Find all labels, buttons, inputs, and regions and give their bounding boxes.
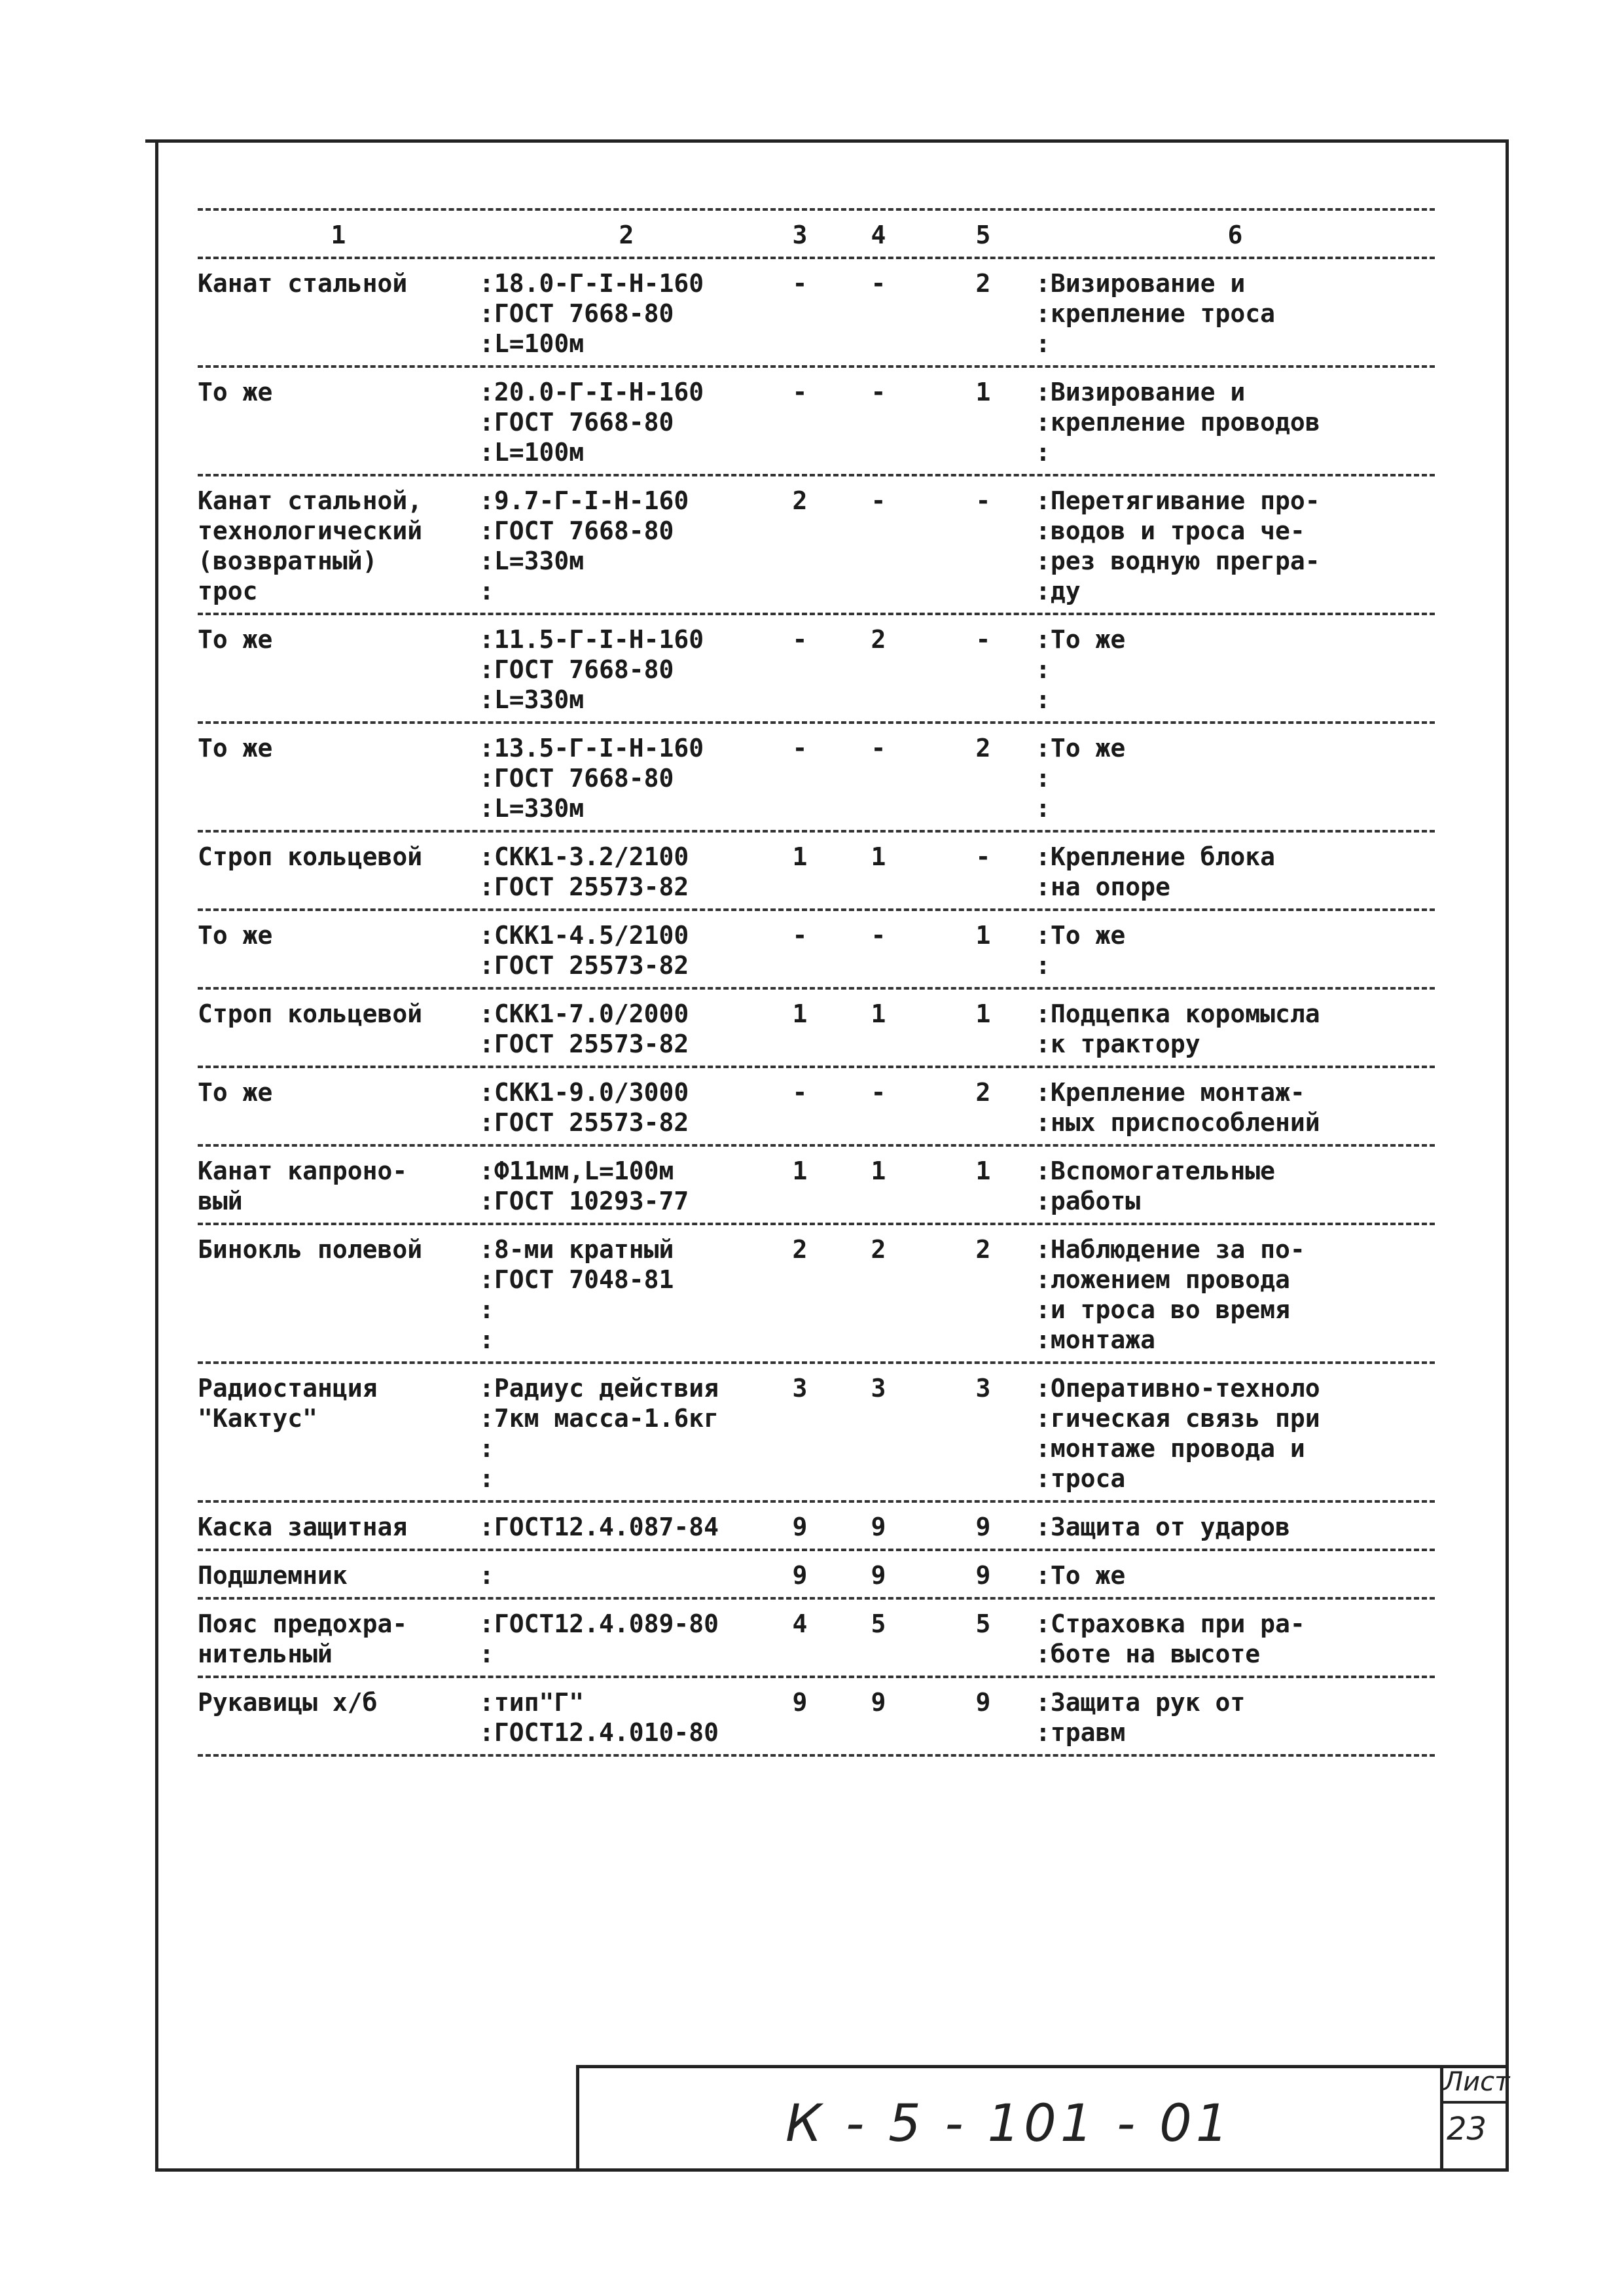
purpose-line: :Крепление блока <box>1036 842 1276 871</box>
purpose-cell <box>1036 1373 1435 1494</box>
qty-cell: 2 <box>871 1235 886 1264</box>
spec-line: : <box>479 577 494 605</box>
document-code: К - 5 - 101 - 01 <box>785 2094 1233 2153</box>
purpose-line: :То же <box>1036 625 1126 654</box>
sheet-divider <box>1440 2101 1509 2104</box>
qty-cell: 9 <box>792 1513 808 1541</box>
item-name-cell <box>198 842 479 902</box>
spec-line: :ГОСТ 25573-82 <box>479 951 689 980</box>
spec-cell <box>479 486 774 606</box>
table-row <box>198 1503 1435 1549</box>
purpose-line: :Страховка при ра- <box>1036 1609 1305 1638</box>
sheet-label: Лист <box>1443 2067 1510 2097</box>
purpose-cell <box>1036 733 1435 823</box>
purpose-line: :ду <box>1036 577 1081 605</box>
equipment-table <box>198 208 1435 1757</box>
purpose-line: :Визирование и <box>1036 378 1246 406</box>
item-name-line: Бинокль полевой <box>198 1235 423 1264</box>
qty-cell: 2 <box>975 734 991 762</box>
item-name-cell <box>198 486 479 606</box>
purpose-cell <box>1036 1687 1435 1748</box>
spec-line: :L=330м <box>479 685 585 714</box>
item-name-line: Рукавицы х/б <box>198 1688 378 1717</box>
qty-cell: - <box>871 486 886 515</box>
item-name-cell <box>198 1609 479 1669</box>
spec-cell <box>479 999 774 1059</box>
item-name-cell <box>198 1234 479 1355</box>
spec-line: :СКК1-4.5/2100 <box>479 921 689 950</box>
purpose-cell <box>1036 1077 1435 1138</box>
spec-line: :ГОСТ12.4.087-84 <box>479 1513 719 1541</box>
spec-cell <box>479 624 774 715</box>
spec-line: :L=330м <box>479 794 585 823</box>
qty-cell: 5 <box>871 1609 886 1638</box>
item-name-cell <box>198 1373 479 1494</box>
purpose-line: :монтаже провода и <box>1036 1434 1305 1463</box>
item-name-line: вый <box>198 1187 243 1215</box>
spec-line: : <box>479 1325 494 1354</box>
spec-cell <box>479 1512 774 1542</box>
spec-line: : <box>479 1295 494 1324</box>
purpose-line: :троса <box>1036 1464 1126 1493</box>
table-row <box>198 911 1435 987</box>
qty-cell: 1 <box>975 1157 991 1185</box>
qty-cell: - <box>871 1078 886 1107</box>
spec-line: :СКК1-9.0/3000 <box>479 1078 689 1107</box>
item-name-line: Строп кольцевой <box>198 842 423 871</box>
purpose-line: :Вспомогательные <box>1036 1157 1276 1185</box>
item-name-cell <box>198 624 479 715</box>
purpose-line: :рез водную прегра- <box>1036 547 1320 575</box>
item-name-cell <box>198 377 479 467</box>
qty-cell: 1 <box>792 999 808 1028</box>
item-name-line: То же <box>198 378 273 406</box>
spec-line: :9.7-Г-I-Н-160 <box>479 486 689 515</box>
qty-cell: 1 <box>871 999 886 1028</box>
table-row <box>198 1551 1435 1597</box>
purpose-line: :работы <box>1036 1187 1141 1215</box>
qty-cell: 9 <box>792 1561 808 1590</box>
spec-cell <box>479 268 774 359</box>
header-cell: 4 <box>871 221 886 249</box>
qty-cell: 1 <box>975 999 991 1028</box>
purpose-line: :Защита от ударов <box>1036 1513 1290 1541</box>
spec-line: :СКК1-7.0/2000 <box>479 999 689 1028</box>
table-header <box>198 211 1435 257</box>
spec-line: :ГОСТ 25573-82 <box>479 1108 689 1137</box>
purpose-line: :Защита рук от <box>1036 1688 1246 1717</box>
qty-cell: - <box>975 625 991 654</box>
table-row <box>198 1364 1435 1500</box>
spec-line: :ГОСТ 25573-82 <box>479 872 689 901</box>
spec-cell <box>479 1687 774 1748</box>
table-row <box>198 368 1435 474</box>
item-name-line: Канат стальной, <box>198 486 423 515</box>
table-row <box>198 1147 1435 1223</box>
spec-line: :ГОСТ12.4.089-80 <box>479 1609 719 1638</box>
spec-cell <box>479 1373 774 1494</box>
qty-cell: - <box>792 1078 808 1107</box>
item-name-line: То же <box>198 921 273 950</box>
qty-cell: 2 <box>792 486 808 515</box>
purpose-line: :Оперативно-техноло <box>1036 1374 1320 1403</box>
qty-cell: - <box>792 625 808 654</box>
spec-line: :ГОСТ 25573-82 <box>479 1030 689 1058</box>
qty-cell: 3 <box>792 1374 808 1403</box>
spec-line: :ГОСТ 7668-80 <box>479 655 674 684</box>
qty-cell: 2 <box>975 1078 991 1107</box>
spec-cell <box>479 377 774 467</box>
qty-cell: - <box>792 269 808 298</box>
item-name-cell <box>198 999 479 1059</box>
purpose-cell <box>1036 1609 1435 1669</box>
purpose-line: : <box>1036 329 1051 358</box>
purpose-line: :ных приспособлений <box>1036 1108 1320 1137</box>
spec-line: :20.0-Г-I-Н-160 <box>479 378 704 406</box>
qty-cell: - <box>871 921 886 950</box>
purpose-line: :гическая связь при <box>1036 1404 1320 1433</box>
item-name-line: Радиостанция <box>198 1374 378 1403</box>
spec-line: :ГОСТ 7668-80 <box>479 408 674 437</box>
qty-cell: 2 <box>871 625 886 654</box>
spec-line: : <box>479 1464 494 1493</box>
spec-line: :Радиус действия <box>479 1374 719 1403</box>
spec-cell <box>479 733 774 823</box>
spec-line: :7км масса-1.6кг <box>479 1404 719 1433</box>
qty-cell: 2 <box>975 1235 991 1264</box>
qty-cell: - <box>792 378 808 406</box>
purpose-line: :Наблюдение за по- <box>1036 1235 1305 1264</box>
qty-cell: 9 <box>975 1513 991 1541</box>
qty-cell: 1 <box>975 921 991 950</box>
purpose-line: :Перетягивание про- <box>1036 486 1320 515</box>
qty-cell: 9 <box>871 1513 886 1541</box>
purpose-line: :крепление троса <box>1036 299 1276 328</box>
qty-cell: - <box>975 842 991 871</box>
qty-cell: 1 <box>792 1157 808 1185</box>
table-row <box>198 1678 1435 1754</box>
purpose-cell <box>1036 1512 1435 1542</box>
purpose-cell <box>1036 999 1435 1059</box>
spec-line: :ГОСТ12.4.010-80 <box>479 1718 719 1747</box>
item-name-line: То же <box>198 625 273 654</box>
item-name-cell <box>198 920 479 980</box>
spec-line: : <box>479 1561 494 1590</box>
header-cell: 6 <box>1227 221 1243 249</box>
qty-cell: - <box>871 269 886 298</box>
item-name-cell <box>198 1512 479 1542</box>
purpose-cell <box>1036 920 1435 980</box>
header-cell: 1 <box>331 221 346 249</box>
rule-line <box>198 1754 1435 1757</box>
item-name-line: (возвратный) <box>198 547 378 575</box>
purpose-cell <box>1036 842 1435 902</box>
qty-cell: 4 <box>792 1609 808 1638</box>
qty-cell: - <box>975 486 991 515</box>
purpose-line: :на опоре <box>1036 872 1170 901</box>
table-row <box>198 476 1435 613</box>
purpose-cell <box>1036 268 1435 359</box>
purpose-line: :То же <box>1036 921 1126 950</box>
spec-line: :ГОСТ 7668-80 <box>479 299 674 328</box>
sheet-number: 23 <box>1447 2111 1487 2147</box>
item-name-line: технологический <box>198 516 423 545</box>
purpose-cell <box>1036 1156 1435 1216</box>
spec-cell <box>479 1077 774 1138</box>
spec-line: :ГОСТ 7048-81 <box>479 1265 674 1294</box>
item-name-line: То же <box>198 734 273 762</box>
spec-line: : <box>479 1434 494 1463</box>
table-row <box>198 259 1435 365</box>
spec-cell <box>479 920 774 980</box>
item-name-line: Строп кольцевой <box>198 999 423 1028</box>
purpose-line: :То же <box>1036 734 1126 762</box>
item-name-line: Пояс предохра- <box>198 1609 408 1638</box>
purpose-line: :Визирование и <box>1036 269 1246 298</box>
spec-line: :Ф11мм,L=100м <box>479 1157 674 1185</box>
qty-cell: - <box>871 378 886 406</box>
table-row <box>198 833 1435 908</box>
spec-line: :тип"Г" <box>479 1688 585 1717</box>
purpose-line: :травм <box>1036 1718 1126 1747</box>
purpose-line: :водов и троса че- <box>1036 516 1305 545</box>
qty-cell: 1 <box>792 842 808 871</box>
qty-cell: 9 <box>792 1688 808 1717</box>
qty-cell: 9 <box>975 1561 991 1590</box>
spec-line: :18.0-Г-I-Н-160 <box>479 269 704 298</box>
table-row <box>198 1225 1435 1361</box>
spec-line: :СКК1-3.2/2100 <box>479 842 689 871</box>
purpose-cell <box>1036 377 1435 467</box>
purpose-line: :монтажа <box>1036 1325 1156 1354</box>
qty-cell: - <box>792 734 808 762</box>
purpose-line: : <box>1036 951 1051 980</box>
item-name-line: "Кактус" <box>198 1404 318 1433</box>
qty-cell: 3 <box>975 1374 991 1403</box>
item-name-cell <box>198 733 479 823</box>
table-row <box>198 1600 1435 1676</box>
qty-cell: 9 <box>975 1688 991 1717</box>
item-name-cell <box>198 1560 479 1590</box>
item-name-line: Каска защитная <box>198 1513 408 1541</box>
qty-cell: - <box>871 734 886 762</box>
spec-cell <box>479 1609 774 1669</box>
purpose-line: : <box>1036 438 1051 467</box>
qty-cell: 1 <box>871 842 886 871</box>
qty-cell: 5 <box>975 1609 991 1638</box>
qty-cell: 2 <box>975 269 991 298</box>
item-name-line: Подшлемник <box>198 1561 348 1590</box>
header-cell: 5 <box>975 221 991 249</box>
item-name-line: нительный <box>198 1640 333 1668</box>
spec-line: :8-ми кратный <box>479 1235 674 1264</box>
spec-line: :L=100м <box>479 329 585 358</box>
spec-line: :L=330м <box>479 547 585 575</box>
spec-line: :L=100м <box>479 438 585 467</box>
purpose-line: :ложением провода <box>1036 1265 1290 1294</box>
item-name-line: трос <box>198 577 258 605</box>
qty-cell: 1 <box>975 378 991 406</box>
purpose-cell <box>1036 1560 1435 1590</box>
qty-cell: 1 <box>871 1157 886 1185</box>
item-name-cell <box>198 1156 479 1216</box>
spec-line: :11.5-Г-I-Н-160 <box>479 625 704 654</box>
qty-cell: 2 <box>792 1235 808 1264</box>
purpose-line: : <box>1036 764 1051 793</box>
purpose-line: : <box>1036 655 1051 684</box>
qty-cell: 9 <box>871 1688 886 1717</box>
purpose-line: :боте на высоте <box>1036 1640 1261 1668</box>
item-name-cell <box>198 1687 479 1748</box>
table-row <box>198 724 1435 830</box>
spec-cell <box>479 842 774 902</box>
spec-line: :ГОСТ 7668-80 <box>479 764 674 793</box>
qty-cell: 3 <box>871 1374 886 1403</box>
item-name-cell <box>198 268 479 359</box>
item-name-line: Канат капроно- <box>198 1157 408 1185</box>
spec-line: :ГОСТ 10293-77 <box>479 1187 689 1215</box>
spec-cell <box>479 1560 774 1590</box>
purpose-line: : <box>1036 794 1051 823</box>
purpose-line: :к трактору <box>1036 1030 1200 1058</box>
qty-cell: 9 <box>871 1561 886 1590</box>
purpose-cell <box>1036 624 1435 715</box>
purpose-line: :Крепление монтаж- <box>1036 1078 1305 1107</box>
qty-cell: - <box>792 921 808 950</box>
table-row <box>198 990 1435 1066</box>
spec-line: : <box>479 1640 494 1668</box>
purpose-line: : <box>1036 685 1051 714</box>
spec-line: :13.5-Г-I-Н-160 <box>479 734 704 762</box>
header-cell: 2 <box>619 221 634 249</box>
item-name-line: То же <box>198 1078 273 1107</box>
spec-cell <box>479 1156 774 1216</box>
spec-cell <box>479 1234 774 1355</box>
purpose-line: :То же <box>1036 1561 1126 1590</box>
header-cell: 3 <box>792 221 808 249</box>
table-row <box>198 1068 1435 1144</box>
purpose-line: :Подцепка коромысла <box>1036 999 1320 1028</box>
purpose-line: :и троса во время <box>1036 1295 1290 1324</box>
purpose-line: :крепление проводов <box>1036 408 1320 437</box>
purpose-cell <box>1036 486 1435 606</box>
item-name-cell <box>198 1077 479 1138</box>
item-name-line: Канат стальной <box>198 269 408 298</box>
purpose-cell <box>1036 1234 1435 1355</box>
table-row <box>198 615 1435 721</box>
spec-line: :ГОСТ 7668-80 <box>479 516 674 545</box>
